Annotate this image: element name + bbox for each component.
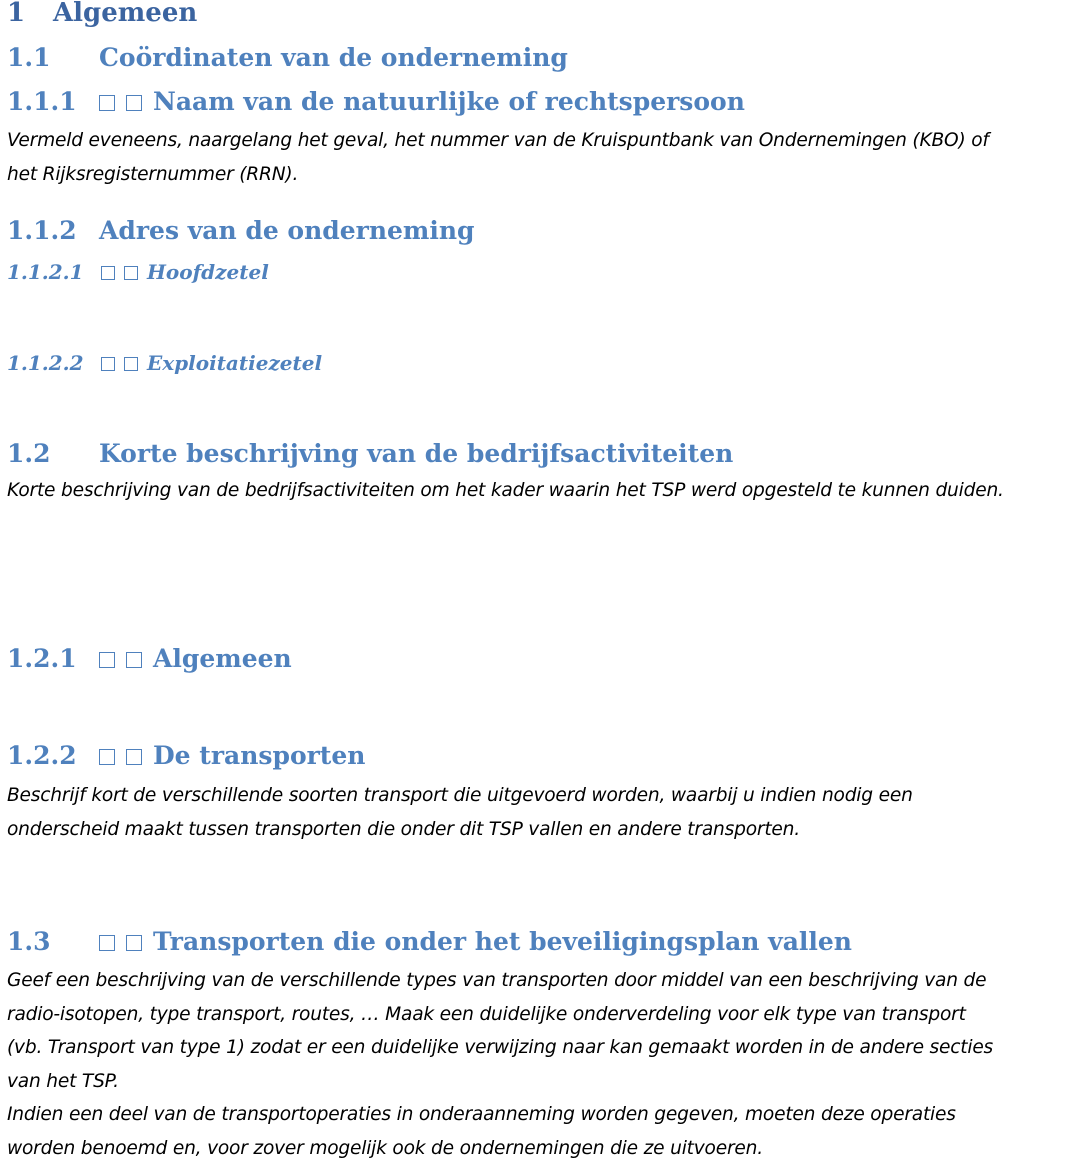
heading-1-2-1-algemeen: [7, 644, 292, 673]
body-line: van het TSP.: [7, 1070, 119, 1092]
section-number: 1.2.1: [7, 644, 77, 673]
heading-1-1-2-2-exploitatiezetel: [7, 351, 322, 375]
body-line: radio-isotopen, type transport, routes, … Maak een duidelijke onderverdeling voor elk type van transport: [7, 1003, 966, 1025]
heading-1-1-coordinaten: [7, 43, 568, 72]
heading-1-2-2-transporten: [7, 741, 365, 770]
body-line: onderscheid maakt tussen transporten die onder dit TSP vallen en andere transporten.: [7, 818, 800, 840]
heading-1-1-2-adres: [7, 216, 475, 245]
body-line: Beschrijf kort de verschillende soorten transport die uitgevoerd worden, waarbij u indien nodig een: [7, 785, 913, 806]
body-line: Indien een deel van de transportoperaties in onderaanneming worden gegeven, moeten deze operaties: [7, 1104, 956, 1125]
section-number: 1.1.1: [7, 87, 77, 116]
empty-checkbox-icon[interactable]: [99, 749, 115, 765]
section-number: 1.2.2: [7, 741, 77, 770]
section-title: Naam van de natuurlijke of rechtspersoon: [153, 87, 745, 116]
body-line: Vermeld eveneens, naargelang het geval, het nummer van de Kruispuntbank van Ondernemingen (KBO) of: [7, 130, 989, 151]
empty-checkbox-icon[interactable]: [101, 266, 115, 280]
heading-1-3-beveiligingsplan: [7, 927, 852, 956]
section-title: Algemeen: [153, 644, 292, 673]
section-title: Exploitatiezetel: [147, 351, 323, 375]
body-text-1-2: [7, 474, 1062, 508]
empty-checkbox-icon[interactable]: [101, 357, 115, 371]
heading-1-algemeen: [7, 0, 197, 28]
body-line: Geef een beschrijving van de verschillende types van transporten door middel van een beschrijving van de: [7, 970, 987, 991]
heading-1-2-bedrijfsactiviteiten: [7, 439, 733, 468]
section-number: 1.1.2: [7, 216, 77, 245]
empty-checkbox-icon[interactable]: [124, 357, 138, 371]
empty-checkbox-icon[interactable]: [99, 652, 115, 668]
section-number: 1.1: [7, 43, 51, 72]
empty-checkbox-icon[interactable]: [124, 266, 138, 280]
empty-checkbox-icon[interactable]: [126, 652, 142, 668]
empty-checkbox-icon[interactable]: [99, 935, 115, 951]
body-line: (vb. Transport van type 1) zodat er een duidelijke verwijzing naar kan gemaakt worden in de andere secties: [7, 1037, 994, 1058]
section-number: 1.2: [7, 439, 51, 468]
body-line: Korte beschrijving van de bedrijfsactiviteiten om het kader waarin het TSP werd opgesteld te kunnen duiden.: [7, 480, 1004, 501]
section-title: Korte beschrijving van de bedrijfsactiviteiten: [99, 439, 734, 468]
heading-1-1-1-naam: [7, 87, 745, 116]
empty-checkbox-icon[interactable]: [99, 95, 115, 111]
empty-checkbox-icon[interactable]: [126, 935, 142, 951]
body-line: het Rijksregisternummer (RRN).: [7, 163, 299, 185]
section-number: 1.3: [7, 927, 51, 956]
body-text-1-2-2: [7, 779, 1062, 846]
empty-checkbox-icon[interactable]: [126, 749, 142, 765]
section-number: 1.1.2.1: [7, 260, 84, 284]
body-text-1-1-1: [7, 124, 1062, 191]
section-title: De transporten: [153, 741, 366, 770]
section-title: Hoofdzetel: [147, 260, 269, 284]
section-number: 1.1.2.2: [7, 351, 84, 375]
body-line: worden benoemd en, voor zover mogelijk ook de ondernemingen die ze uitvoeren.: [7, 1137, 763, 1159]
section-title: Algemeen: [53, 0, 198, 28]
empty-checkbox-icon[interactable]: [126, 95, 142, 111]
body-text-1-3: [7, 964, 1062, 1165]
section-title: Transporten die onder het beveiligingsplan vallen: [153, 927, 852, 956]
section-title: Adres van de onderneming: [99, 216, 475, 245]
section-title: Coördinaten van de onderneming: [99, 43, 568, 72]
heading-1-1-2-1-hoofdzetel: [7, 260, 269, 284]
section-number: 1: [7, 0, 26, 28]
